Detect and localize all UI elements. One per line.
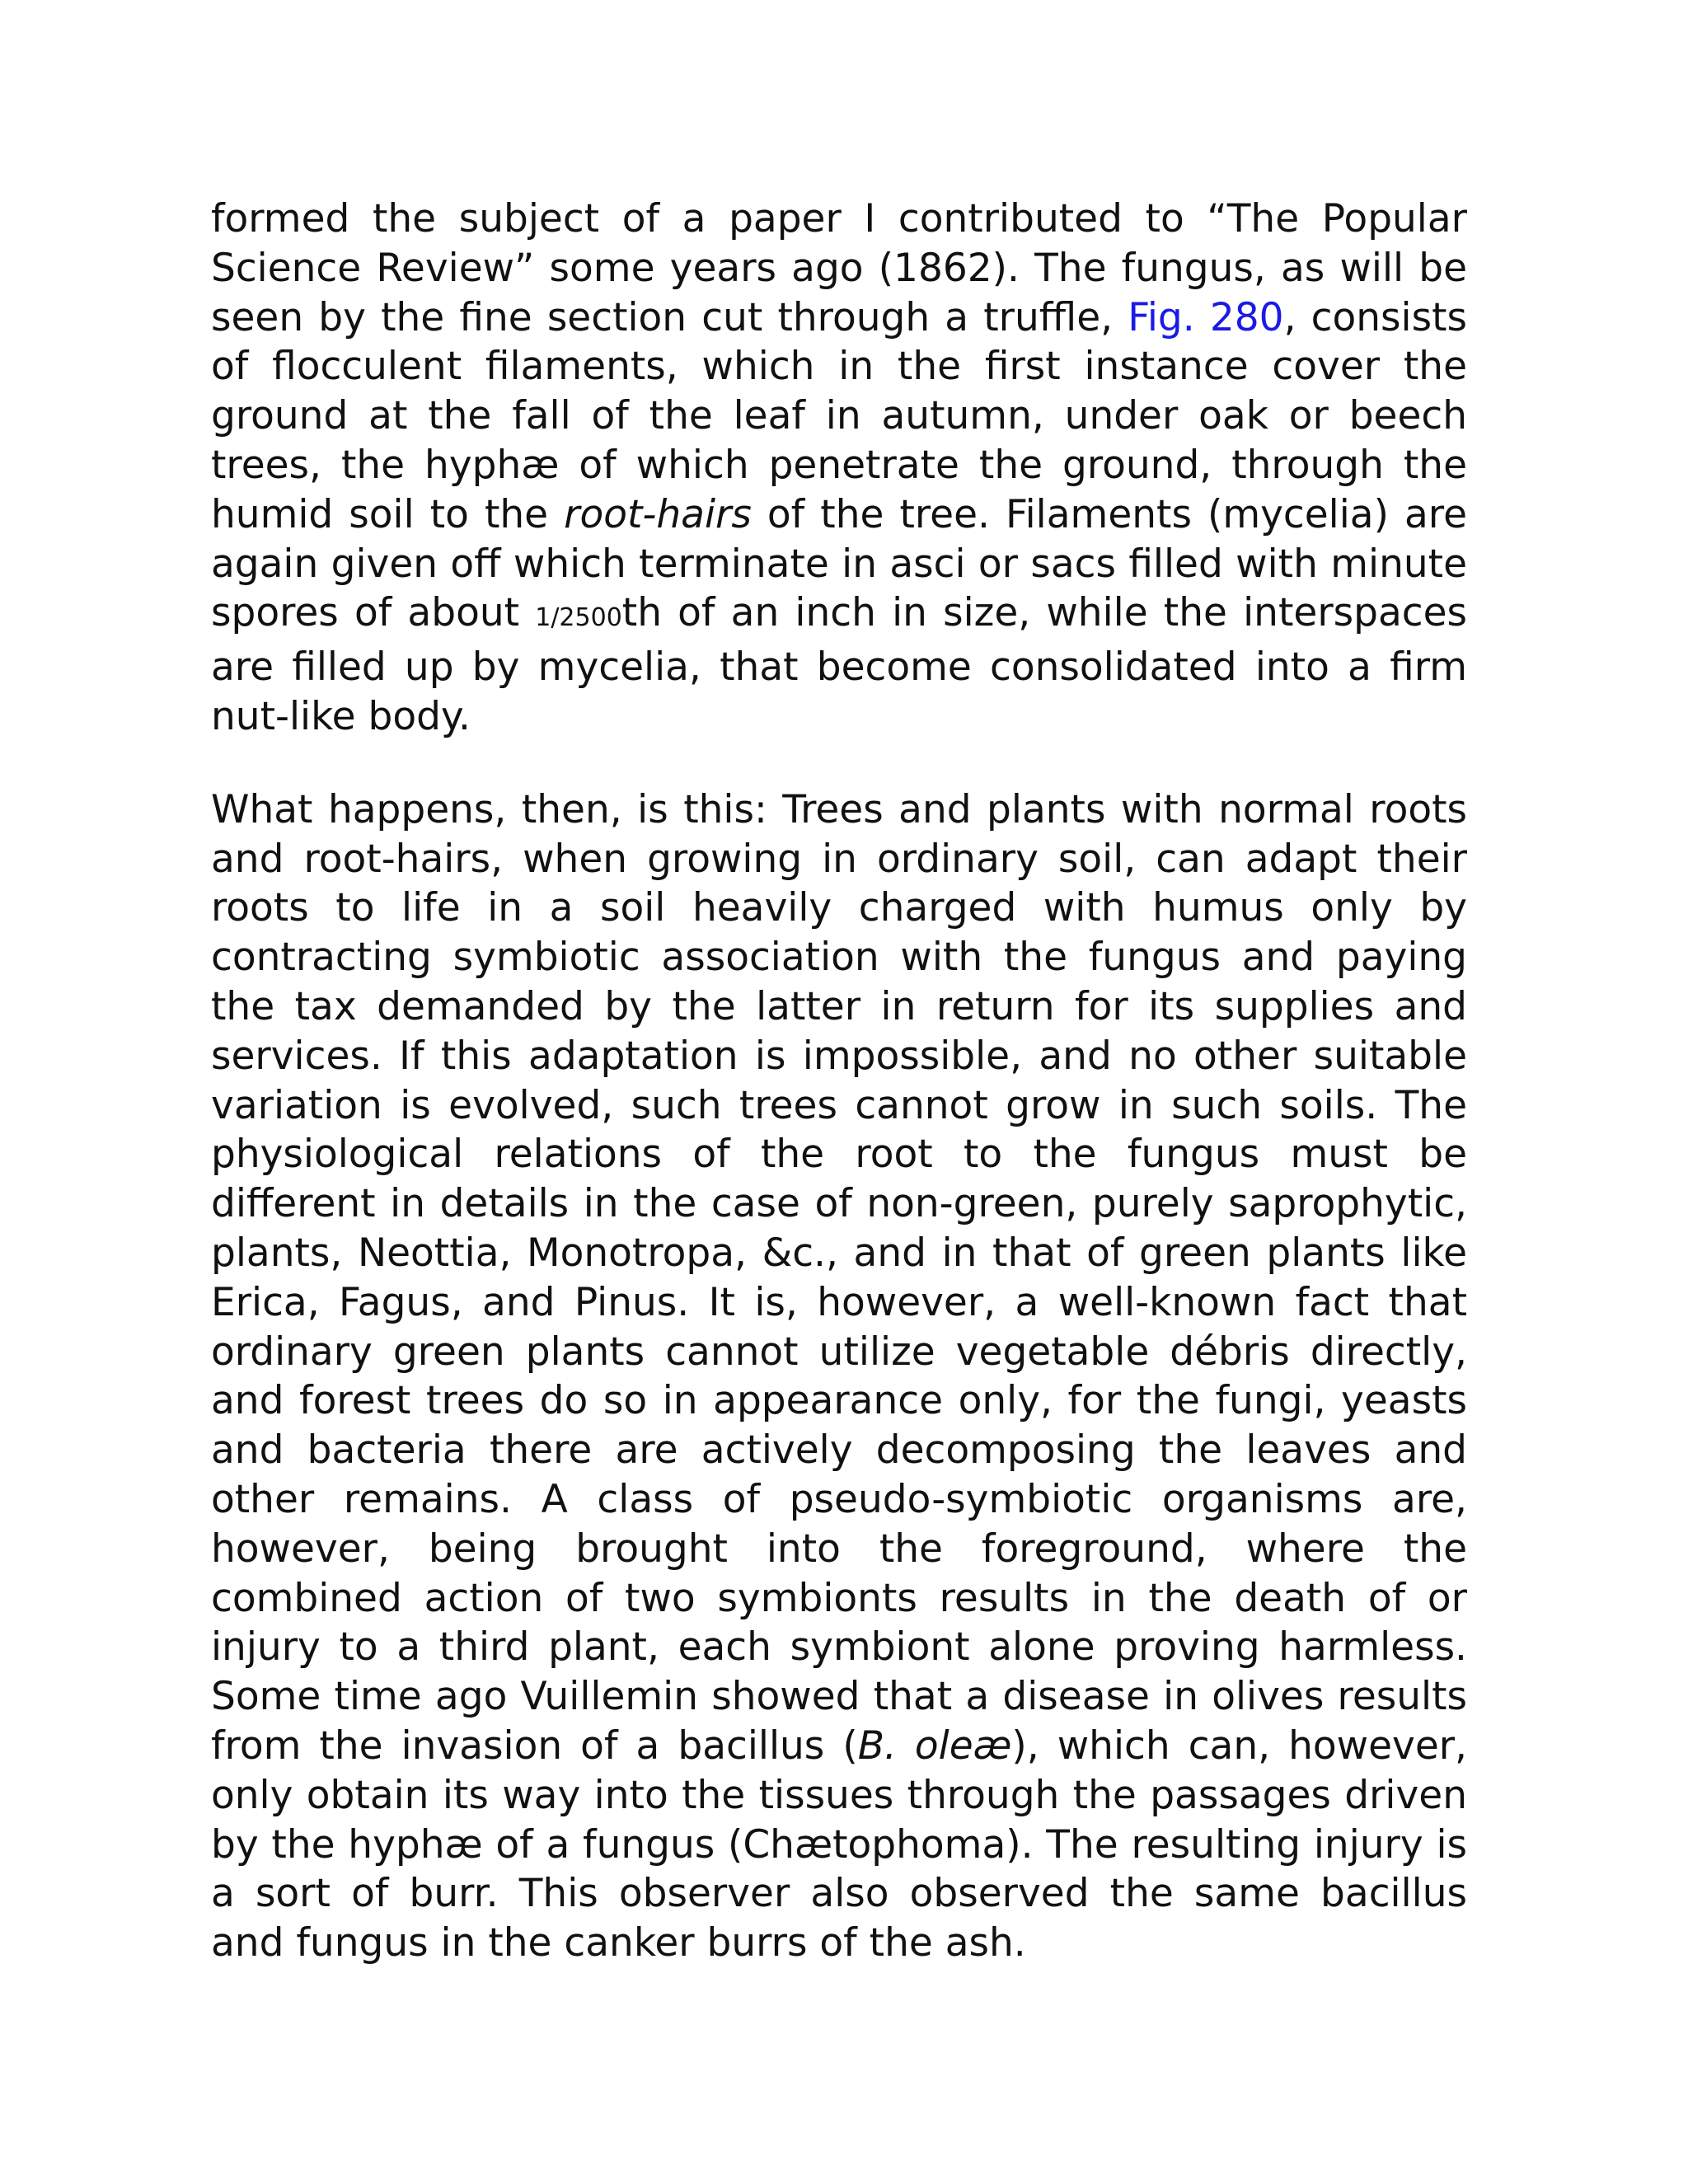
- species-name-emphasis: B. oleæ: [857, 1722, 1012, 1769]
- paragraph-1: [211, 194, 1467, 742]
- paragraph-2-text: ), which can, however, only obtain its way into the tissues through the passages driven by the hyphæ of a fungus (Chætophoma). The resulting injury is a sort of burr. This observer also observed the same bacillus and fungus in the canker burrs of the ash.: [211, 1722, 1468, 1966]
- paragraph-1-text: , consists of flocculent filaments, which in the first instance cover the ground at the fall of the leaf in autumn, under oak or beech trees, the hyphæ of which penetrate the ground, through the humid soil to the: [211, 294, 1467, 537]
- paragraph-1-text: th of an inch in size, while the interspaces are filled up by mycelia, that become consolidated into a firm nut-like body.: [211, 590, 1468, 739]
- paragraph-2: [211, 785, 1467, 1968]
- paragraph-2-text: What happens, then, is this: Trees and plants with normal roots and root-hairs, when growing in ordinary soil, can adapt their roots to life in a soil heavily charged with humus only by contracting symbiotic association with the fungus and paying the tax demanded by the latter in return for its supplies and services. If this adaptation is impossible, and no other suitable variation is evolved, such trees cannot grow in such soils. The physiological relations of the root to the fungus must be different in details in the case of non-green, purely saprophytic, plants, Neottia, Monotropa, &c., and in that of green plants like Erica, Fagus, and Pinus. It is, however, a well-known fact that ordinary green plants cannot utilize vegetable débris directly, and forest trees do so in appearance only, for the fungi, yeasts and bacteria there are actively decomposing the leaves and other remains. A class of pseudo-symbiotic organisms are, however, being brought into the foreground, where the combined action of two symbionts results in the death of or injury to a third plant, each symbiont alone proving harmless. Some time ago Vuillemin showed that a disease in olives results from the invasion of a bacillus (: [211, 786, 1467, 1769]
- root-hairs-emphasis: root-hairs: [564, 491, 752, 537]
- figure-280-link[interactable]: Fig. 280: [1128, 294, 1284, 340]
- page-body: [211, 194, 1467, 1968]
- spore-size-fraction: 1/2500: [535, 603, 622, 633]
- paragraph-1-text: of the tree. Filaments (mycelia) are again given off which terminate in asci or sacs filled with minute spores of about: [211, 491, 1467, 636]
- paragraph-1-text: formed the subject of a paper I contributed to “The Popular Science Review” some years ago (1862). The fungus, as will be seen by the fine section cut through a truffle,: [211, 196, 1467, 340]
